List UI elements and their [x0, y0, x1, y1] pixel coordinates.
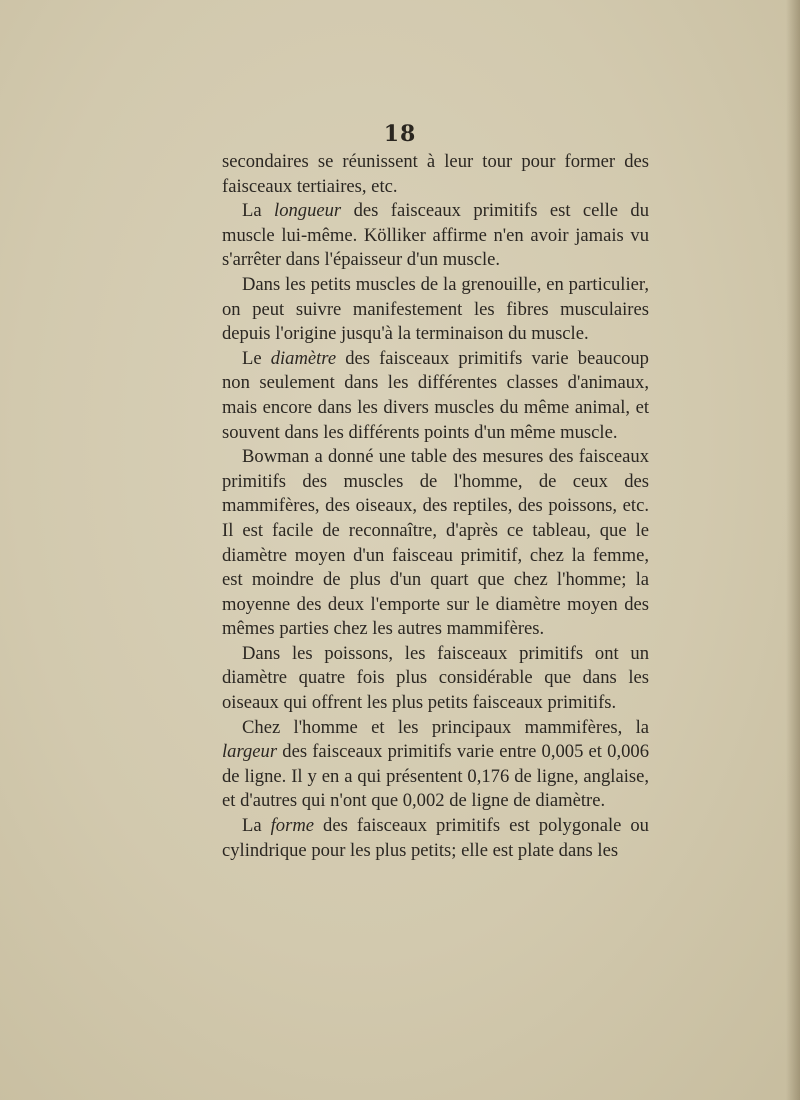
- paragraph: [222, 814, 649, 863]
- text-segment: Le: [242, 347, 271, 369]
- body-text: [222, 150, 649, 863]
- text-segment: Bowman a donné une table des mesures des faisceaux primitifs des muscles de l'homme, de ceux des mammifères, des oiseaux, des reptiles, des poissons, etc. Il est facile de reconnaître, d'après ce tableau, que le diamètre moyen d'un faisceau primitif, chez la femme, est moindre de plus d'un quart que chez l'homme; la moyenne des deux l'emporte sur le diamètre moyen des mêmes parties chez les autres mammifères.: [222, 446, 649, 640]
- italic-term: largeur: [222, 741, 278, 763]
- italic-term: forme: [270, 815, 315, 837]
- italic-term: diamètre: [270, 347, 337, 369]
- page-number: 18: [383, 121, 417, 147]
- text-segment: La: [242, 815, 271, 837]
- paragraph: [222, 150, 649, 199]
- page-edge-shadow: [786, 0, 800, 1100]
- paragraph: [222, 347, 649, 445]
- paragraph: [222, 445, 649, 642]
- text-segment: des faisceaux primitifs est polygonale ou cylindrique pour les plus petits; elle est plate dans les: [222, 815, 649, 861]
- text-segment: Dans les petits muscles de la grenouille, en particulier, on peut suivre manifestement les fibres musculaires depuis l'origine jusqu'à la terminaison du muscle.: [222, 273, 649, 345]
- text-segment: La: [242, 200, 275, 222]
- paragraph: [222, 716, 649, 814]
- paragraph: [222, 273, 649, 347]
- text-segment: secondaires se réunissent à leur tour pour former des faisceaux tertiaires, etc.: [222, 151, 649, 197]
- text-segment: des faisceaux primitifs est celle du muscle lui-même. Kölliker affirme n'en avoir jamais vu s'arrêter dans l'épaisseur d'un muscle.: [222, 200, 649, 271]
- italic-term: longueur: [274, 200, 342, 222]
- text-segment: des faisceaux primitifs varie beaucoup non seulement dans les différentes classes d'animaux, mais encore dans les divers muscles du même animal, et souvent dans les différents points d'un même muscle.: [222, 347, 649, 443]
- paragraph: [222, 199, 649, 273]
- paragraph: [222, 642, 649, 716]
- text-segment: Chez l'homme et les principaux mammifères, la: [242, 716, 649, 738]
- text-segment: des faisceaux primitifs varie entre 0,005 et 0,006 de ligne. Il y en a qui présentent 0,176 de ligne, anglaise, et d'autres qui n'ont que 0,002 de ligne de diamètre.: [222, 741, 649, 812]
- text-segment: Dans les poissons, les faisceaux primitifs ont un diamètre quatre fois plus considérable que dans les oiseaux qui offrent les plus petits faisceaux primitifs.: [222, 642, 649, 714]
